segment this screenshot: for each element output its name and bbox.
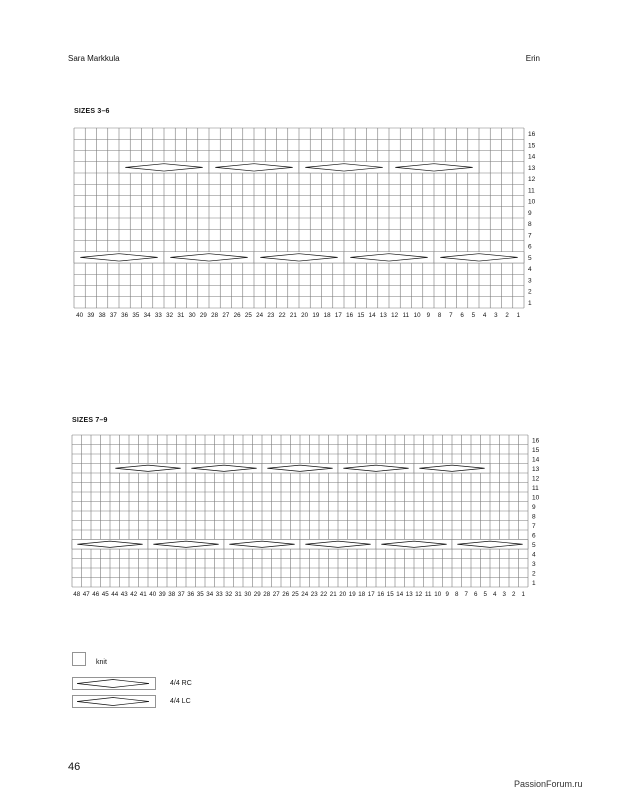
stitch-number: 19	[348, 591, 356, 598]
stitch-number: 17	[367, 591, 375, 598]
legend-symbols	[72, 652, 160, 710]
stitch-number: 3	[494, 312, 498, 319]
page-number: 46	[68, 761, 81, 773]
row-number: 13	[532, 465, 540, 473]
stitch-number: 16	[346, 312, 354, 319]
stitch-number: 11	[402, 312, 410, 319]
cable-cell	[148, 540, 224, 550]
stitch-number: 1	[516, 312, 521, 319]
stitch-number: 27	[222, 312, 230, 319]
row-number: 2	[528, 288, 532, 296]
row-number: 11	[532, 484, 539, 492]
cable-cell	[209, 162, 299, 173]
stitch-number: 40	[149, 591, 157, 598]
stitch-number: 5	[483, 591, 487, 598]
stitch-number: 35	[196, 591, 204, 598]
stitch-number: 20	[339, 591, 347, 598]
row-number: 15	[532, 446, 540, 454]
stitch-number: 15	[357, 312, 365, 319]
cable-cell	[434, 252, 524, 263]
row-number: 10	[528, 198, 536, 206]
cable-cell	[299, 162, 389, 173]
row-number: 12	[528, 176, 536, 184]
row-number: 1	[528, 299, 532, 307]
stitch-number: 39	[158, 591, 166, 598]
stitch-number: 29	[253, 591, 261, 598]
cable-cell	[338, 464, 414, 474]
stitch-number: 46	[92, 591, 100, 598]
row-number: 3	[528, 277, 532, 285]
cable-cell	[74, 252, 164, 263]
row-number: 8	[528, 221, 532, 229]
row-number: 8	[532, 513, 536, 521]
cable-symbol	[254, 252, 344, 263]
watermark: PassionForum.ru	[514, 779, 583, 789]
cable-symbol	[338, 464, 414, 474]
legend-label-knit: knit	[96, 659, 107, 666]
cable-cell	[300, 540, 376, 550]
stitch-number: 43	[120, 591, 128, 598]
stitch-number: 9	[445, 591, 449, 598]
row-number: 16	[532, 437, 540, 445]
cable-symbol	[262, 464, 338, 474]
stitch-number: 37	[177, 591, 185, 598]
stitch-number: 31	[177, 312, 185, 319]
row-number: 10	[532, 494, 540, 502]
stitch-number: 17	[334, 312, 342, 319]
row-number: 9	[532, 503, 536, 511]
stitch-number: 38	[98, 312, 106, 319]
stitch-number: 10	[434, 591, 442, 598]
cable-symbol	[452, 540, 528, 550]
legend-label-lc: 4/4 LC	[170, 698, 191, 705]
stitch-number: 13	[405, 591, 413, 598]
cable-symbol	[148, 540, 224, 550]
stitch-number: 24	[301, 591, 309, 598]
stitch-number: 10	[413, 312, 421, 319]
stitch-number: 25	[244, 312, 252, 319]
cable-cell	[186, 464, 262, 474]
stitch-number: 28	[263, 591, 271, 598]
cable-cell	[376, 540, 452, 550]
cable-symbol	[119, 162, 209, 173]
stitch-number: 12	[415, 591, 423, 598]
row-number: 3	[532, 560, 536, 568]
stitch-number: 47	[82, 591, 90, 598]
stitch-number: 33	[154, 312, 162, 319]
stitch-number: 30	[244, 591, 252, 598]
row-number: 7	[532, 522, 536, 530]
stitch-number: 41	[139, 591, 147, 598]
stitch-number: 40	[76, 312, 84, 319]
row-number: 13	[528, 164, 536, 172]
cable-cell	[344, 252, 434, 263]
stitch-number: 24	[256, 312, 264, 319]
stitch-number: 36	[121, 312, 129, 319]
stitch-number: 21	[289, 312, 297, 319]
cable-symbol	[224, 540, 300, 550]
stitch-number: 35	[132, 312, 140, 319]
cable-symbol	[434, 252, 524, 263]
stitch-number: 4	[493, 591, 497, 598]
stitch-number: 9	[426, 312, 431, 319]
cable-cell	[119, 162, 209, 173]
pattern-name: Erin	[525, 54, 540, 63]
row-number: 12	[532, 475, 540, 483]
stitch-number: 8	[437, 312, 442, 319]
cable-cell	[224, 540, 300, 550]
stitch-number: 5	[471, 312, 476, 319]
stitch-number: 25	[291, 591, 299, 598]
cable-symbol	[186, 464, 262, 474]
row-number: 5	[528, 254, 532, 262]
stitch-number: 6	[460, 312, 464, 319]
cable-cell	[72, 540, 148, 550]
stitch-number: 2	[512, 591, 516, 598]
legend-label-rc: 4/4 RC	[170, 680, 192, 687]
stitch-number: 23	[267, 312, 275, 319]
row-number: 1	[532, 579, 536, 587]
stitch-number: 27	[272, 591, 280, 598]
cable-symbol	[344, 252, 434, 263]
knit-symbol	[73, 653, 86, 666]
cable-lc-symbol	[73, 696, 156, 708]
cable-cell	[164, 252, 254, 263]
chart-sizes-3-6	[60, 120, 560, 320]
stitch-number: 26	[233, 312, 241, 319]
cable-cell	[414, 464, 490, 474]
stitch-number: 7	[449, 312, 453, 319]
stitch-number: 1	[521, 591, 525, 598]
stitch-number: 38	[168, 591, 176, 598]
stitch-number: 16	[377, 591, 385, 598]
row-number: 4	[528, 266, 532, 274]
cable-symbol	[414, 464, 490, 474]
cable-cell	[110, 464, 186, 474]
row-number: 14	[528, 153, 536, 161]
cable-symbol	[74, 252, 164, 263]
stitch-number: 32	[225, 591, 233, 598]
cable-rc-symbol	[73, 678, 156, 690]
cable-symbol	[376, 540, 452, 550]
stitch-number: 14	[396, 591, 404, 598]
stitch-number: 34	[206, 591, 214, 598]
chart-title-sizes-3-6: SIZES 3–6	[74, 108, 110, 115]
stitch-number: 45	[101, 591, 109, 598]
stitch-number: 8	[455, 591, 459, 598]
row-number: 6	[528, 243, 532, 251]
stitch-number: 20	[301, 312, 309, 319]
chart-title-sizes-7-9: SIZES 7–9	[72, 417, 108, 424]
row-number: 16	[528, 131, 536, 139]
stitch-number: 28	[211, 312, 219, 319]
cable-cell	[389, 162, 479, 173]
cable-symbol	[72, 540, 148, 550]
stitch-number: 44	[111, 591, 119, 598]
cable-symbol	[299, 162, 389, 173]
row-number: 15	[528, 142, 536, 150]
cable-symbol	[300, 540, 376, 550]
stitch-number: 22	[278, 312, 286, 319]
cable-symbol	[209, 162, 299, 173]
row-number: 14	[532, 456, 540, 464]
stitch-number: 48	[73, 591, 81, 598]
stitch-number: 2	[505, 312, 509, 319]
author-name: Sara Markkula	[68, 54, 120, 63]
stitch-number: 39	[87, 312, 95, 319]
stitch-number: 34	[143, 312, 151, 319]
stitch-number: 13	[379, 312, 387, 319]
row-number: 5	[532, 541, 536, 549]
row-number: 2	[532, 570, 536, 578]
stitch-number: 12	[391, 312, 399, 319]
cable-cell	[262, 464, 338, 474]
stitch-number: 22	[320, 591, 328, 598]
stitch-number: 30	[188, 312, 196, 319]
stitch-number: 15	[386, 591, 394, 598]
stitch-number: 21	[329, 591, 337, 598]
stitch-number: 33	[215, 591, 223, 598]
stitch-number: 18	[323, 312, 331, 319]
row-number: 4	[532, 551, 536, 559]
stitch-number: 3	[502, 591, 506, 598]
stitch-number: 6	[474, 591, 478, 598]
stitch-number: 14	[368, 312, 376, 319]
stitch-number: 36	[187, 591, 195, 598]
row-number: 7	[528, 232, 532, 240]
stitch-number: 23	[310, 591, 318, 598]
cable-cell	[452, 540, 528, 550]
stitch-number: 42	[130, 591, 138, 598]
stitch-number: 26	[282, 591, 290, 598]
row-number: 9	[528, 209, 532, 217]
stitch-number: 31	[234, 591, 242, 598]
stitch-number: 4	[482, 312, 487, 319]
cable-symbol	[110, 464, 186, 474]
stitch-number: 18	[358, 591, 366, 598]
cable-cell	[254, 252, 344, 263]
stitch-number: 19	[312, 312, 320, 319]
stitch-number: 29	[199, 312, 207, 319]
row-number: 6	[532, 532, 536, 540]
stitch-number: 7	[464, 591, 468, 598]
stitch-number: 11	[425, 591, 432, 598]
stitch-number: 32	[166, 312, 174, 319]
row-number: 11	[528, 187, 535, 195]
cable-symbol	[164, 252, 254, 263]
stitch-number: 37	[109, 312, 117, 319]
chart-sizes-7-9	[60, 428, 560, 598]
cable-symbol	[389, 162, 479, 173]
